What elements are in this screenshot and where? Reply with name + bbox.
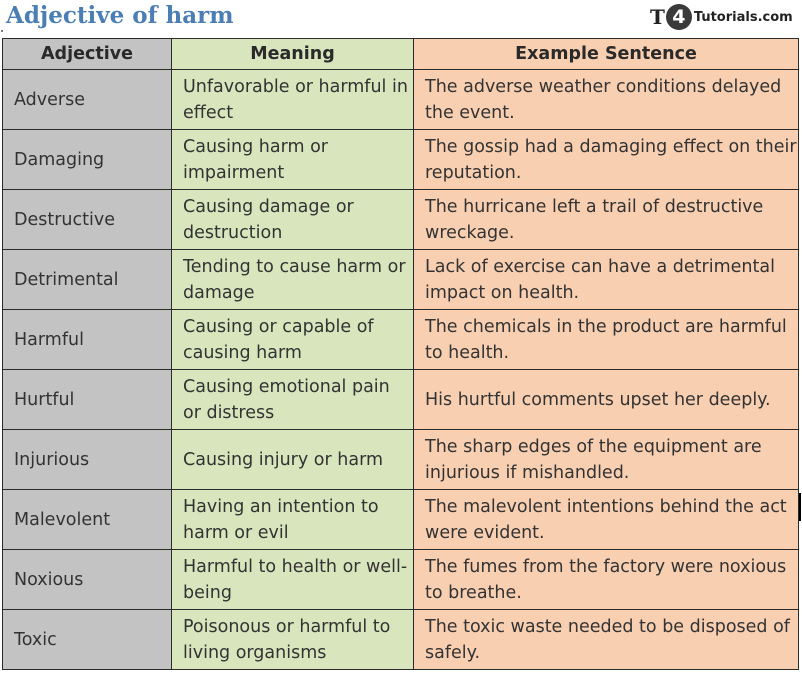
cell-meaning: Harmful to health or well-being — [172, 550, 414, 610]
logo-t: T — [650, 5, 665, 29]
cell-meaning: Poisonous or harmful to living organisms — [172, 610, 414, 670]
table-row — [3, 490, 799, 550]
table-row — [3, 550, 799, 610]
cell-example: The gossip had a damaging effect on their reputation. — [414, 130, 799, 190]
cell-meaning: Causing harm or impairment — [172, 130, 414, 190]
table-row — [3, 610, 799, 670]
cell-adjective: Malevolent — [3, 490, 172, 550]
cell-adjective: Detrimental — [3, 250, 172, 310]
table-row — [3, 430, 799, 490]
cell-example: The hurricane left a trail of destructive wreckage. — [414, 190, 799, 250]
header-meaning: Meaning — [172, 39, 414, 70]
cell-meaning: Causing injury or harm — [172, 430, 414, 490]
cell-adjective: Injurious — [3, 430, 172, 490]
cell-example: The adverse weather conditions delayed the event. — [414, 70, 799, 130]
table-row — [3, 310, 799, 370]
header-example: Example Sentence — [414, 39, 799, 70]
cell-adjective: Toxic — [3, 610, 172, 670]
text-cursor-mark — [799, 493, 801, 521]
cell-meaning: Causing emotional pain or distress — [172, 370, 414, 430]
cell-meaning: Causing or capable of causing harm — [172, 310, 414, 370]
header-adjective: Adjective — [3, 39, 172, 70]
cell-example: The sharp edges of the equipment are injurious if mishandled. — [414, 430, 799, 490]
cell-example: The malevolent intentions behind the act were evident. — [414, 490, 799, 550]
cell-example: Lack of exercise can have a detrimental impact on health. — [414, 250, 799, 310]
table-row — [3, 70, 799, 130]
table-row — [3, 250, 799, 310]
cell-meaning: Causing damage or destruction — [172, 190, 414, 250]
table-header-row — [3, 39, 799, 70]
table-row — [3, 130, 799, 190]
logo-number-circle: 4 — [666, 4, 692, 30]
cell-example: The chemicals in the product are harmful to health. — [414, 310, 799, 370]
decorative-mark — [1, 30, 3, 32]
cell-meaning: Tending to cause harm or damage — [172, 250, 414, 310]
cell-adjective: Harmful — [3, 310, 172, 370]
cell-meaning: Unfavorable or harmful in effect — [172, 70, 414, 130]
cell-example: The fumes from the factory were noxious to breathe. — [414, 550, 799, 610]
cell-adjective: Adverse — [3, 70, 172, 130]
logo-text: Tutorials.com — [693, 9, 793, 25]
cell-example: The toxic waste needed to be disposed of safely. — [414, 610, 799, 670]
page-title: Adjective of harm — [6, 2, 234, 29]
cell-meaning: Having an intention to harm or evil — [172, 490, 414, 550]
cell-adjective: Hurtful — [3, 370, 172, 430]
cell-example: His hurtful comments upset her deeply. — [414, 370, 799, 430]
site-logo[interactable] — [650, 2, 793, 32]
cell-adjective: Destructive — [3, 190, 172, 250]
cell-adjective: Noxious — [3, 550, 172, 610]
adjectives-table — [2, 38, 799, 670]
cell-adjective: Damaging — [3, 130, 172, 190]
table-row — [3, 370, 799, 430]
table-row — [3, 190, 799, 250]
